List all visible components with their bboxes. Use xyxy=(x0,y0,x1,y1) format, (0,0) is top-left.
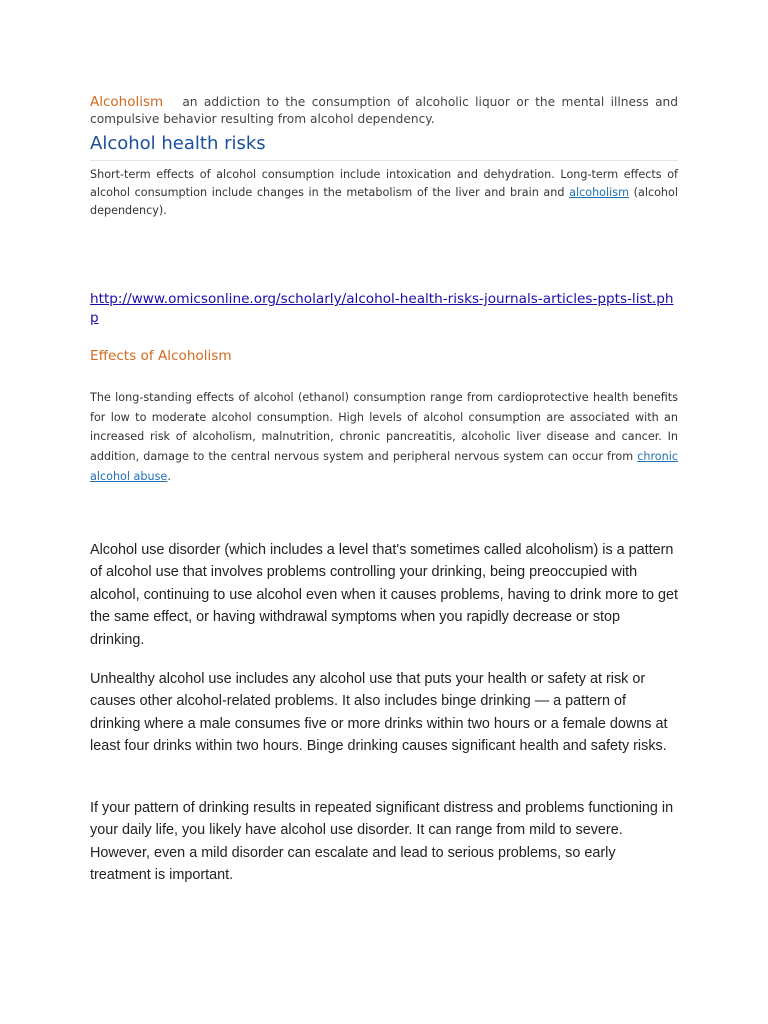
health-risks-heading: Alcohol health risks xyxy=(90,132,678,161)
health-risks-paragraph xyxy=(90,166,678,220)
intro-term: Alcoholism xyxy=(90,94,164,110)
body-paragraph-3: If your pattern of drinking results in repeated significant distress and problems functioning in your daily life, you likely have alcohol use disorder. It can range from mild to severe. However, even a mild disorder can escalate and lead to serious problems, so early treatment is important. xyxy=(90,800,674,884)
health-risks-text-before: Short-term effects of alcohol consumption include intoxication and dehydration. Long-term effects of alcohol consumption include changes in the metabolism of the liver and brain and xyxy=(90,168,678,199)
intro-definition xyxy=(90,94,678,128)
body-paragraph-2: Unhealthy alcohol use includes any alcohol use that puts your health or safety at risk or causes other alcohol-related problems. It also includes binge drinking — a pattern of drinking where a male consumes five or more drinks within two hours or a female downs at least four drinks within two hours. Binge drinking causes significant health and safety risks. xyxy=(90,671,668,755)
source-url-link[interactable]: http://www.omicsonline.org/scholarly/alcohol-health-risks-journals-articles-ppts-list.php xyxy=(90,291,674,326)
effects-text-before: The long-standing effects of alcohol (ethanol) consumption range from cardioprotective health benefits for low to moderate alcohol consumption. High levels of alcohol consumption are associated with an increased risk of alcoholism, malnutrition, chronic pancreatitis, alcoholic liver disease and cancer. In addition, damage to the central nervous system and peripheral nervous system can occur from xyxy=(90,391,678,464)
alcoholism-link[interactable]: alcoholism xyxy=(569,186,629,199)
chronic-alcohol-abuse-link[interactable]: chronic alcohol abuse xyxy=(90,450,678,483)
body-paragraph-1: Alcohol use disorder (which includes a level that's sometimes called alcoholism) is a pattern of alcohol use that involves problems controlling your drinking, being preoccupied with alcohol, continuing to use alcohol even when it causes problems, having to drink more to get the same effect, or having withdrawal symptoms when you rapidly decrease or stop drinking. xyxy=(90,542,678,648)
effects-heading: Effects of Alcoholism xyxy=(90,348,232,364)
effects-paragraph xyxy=(90,388,678,487)
effects-text-after: . xyxy=(167,469,171,483)
intro-definition-text: an addiction to the consumption of alcoholic liquor or the mental illness and compulsive behavior resulting from alcohol dependency. xyxy=(90,95,678,126)
health-risks-text-after: (alcohol dependency). xyxy=(90,186,678,217)
